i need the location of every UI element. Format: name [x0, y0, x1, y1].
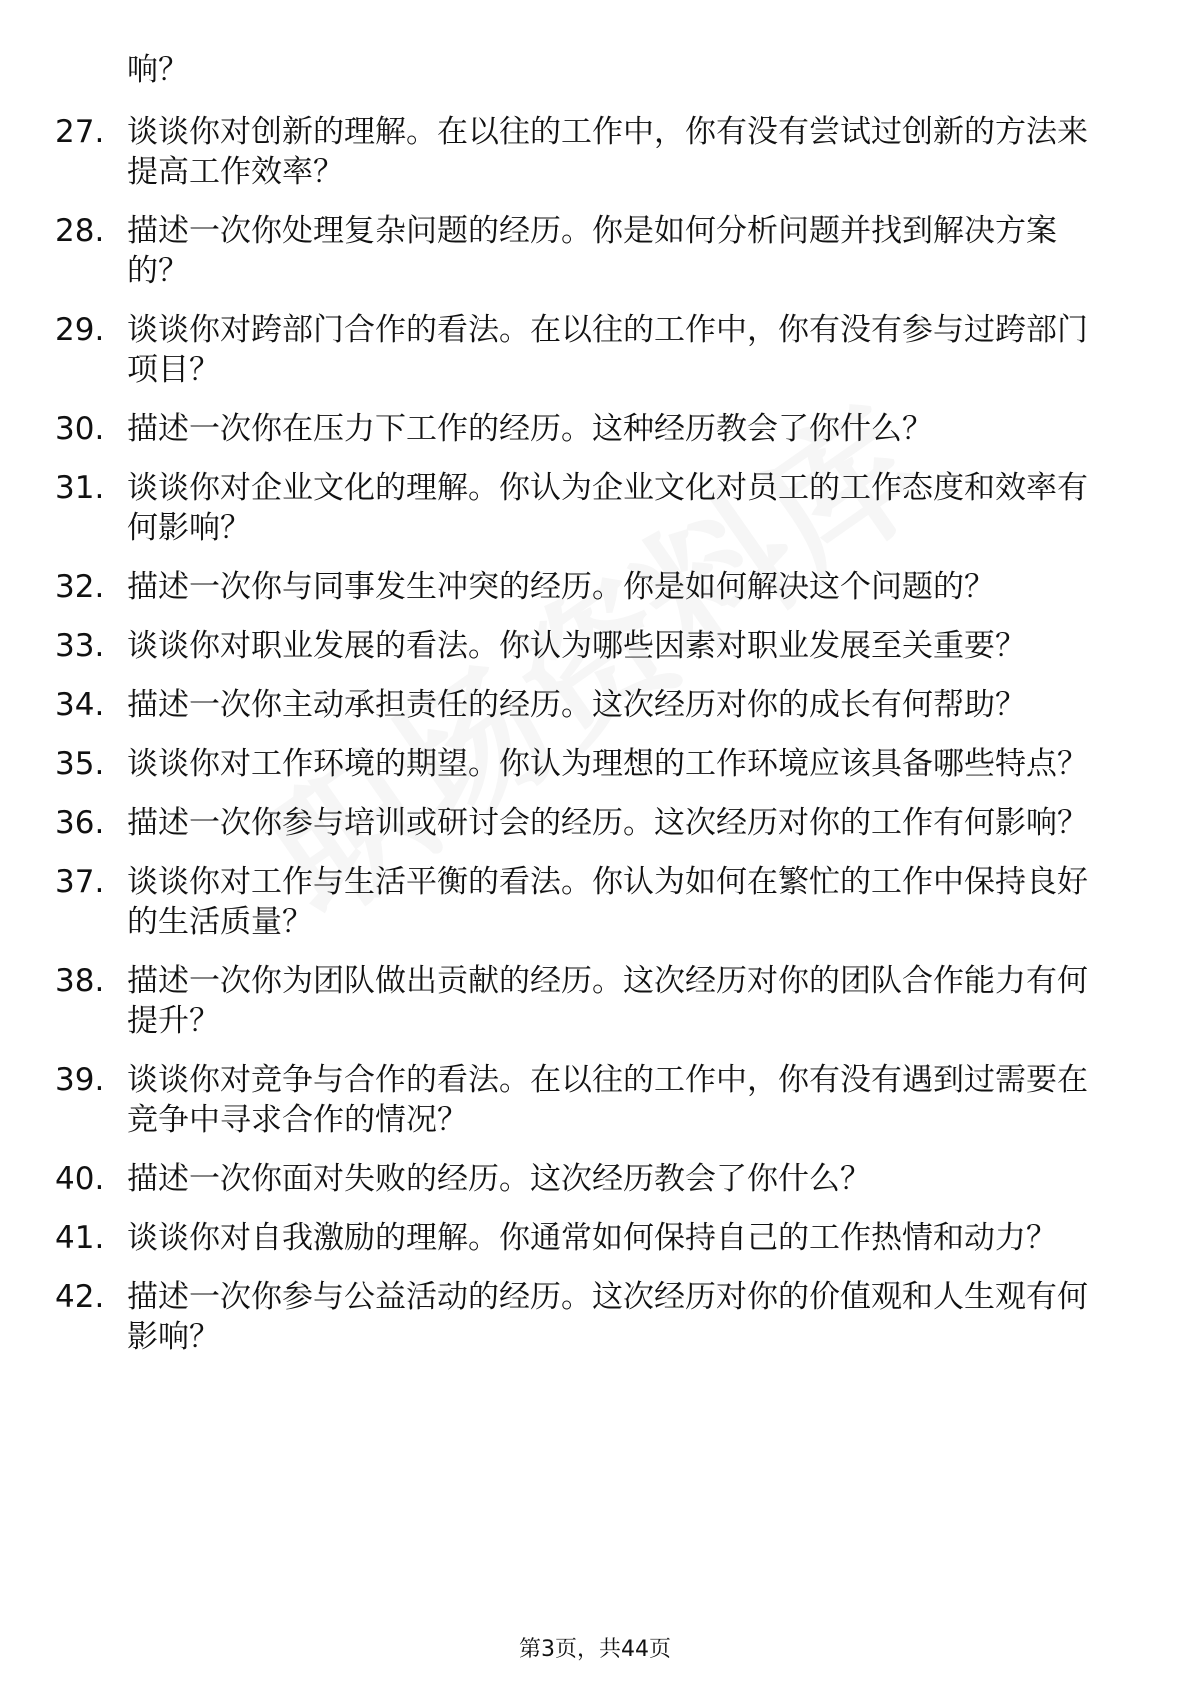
question-number: 40. [55, 1161, 105, 1197]
question-item [55, 468, 1125, 548]
question-item [55, 409, 1125, 449]
question-item [55, 1218, 1125, 1258]
question-text: 描述一次你参与公益活动的经历。这次经历对你的价值观和人生观有何影响？ [127, 1279, 1088, 1355]
question-number: 27. [55, 114, 105, 150]
page-footer: 第3页，共44页 [519, 1637, 671, 1662]
question-number: 41. [55, 1220, 105, 1256]
question-item [55, 961, 1125, 1041]
question-number: 35. [55, 746, 105, 782]
continued-question-text: 响？ [127, 52, 189, 88]
question-number: 42. [55, 1279, 105, 1315]
question-number: 32. [55, 569, 105, 605]
question-text: 描述一次你为团队做出贡献的经历。这次经历对你的团队合作能力有何提升？ [127, 963, 1088, 1039]
question-item [55, 803, 1125, 843]
question-item [55, 626, 1125, 666]
question-text: 描述一次你与同事发生冲突的经历。你是如何解决这个问题的？ [127, 569, 995, 605]
question-number: 30. [55, 411, 105, 447]
question-text: 描述一次你在压力下工作的经历。这种经历教会了你什么？ [127, 411, 933, 447]
question-item [55, 744, 1125, 784]
question-item [55, 310, 1125, 390]
question-text: 谈谈你对竞争与合作的看法。在以往的工作中，你有没有遇到过需要在竞争中寻求合作的情况？ [127, 1062, 1088, 1138]
question-text: 谈谈你对创新的理解。在以往的工作中，你有没有尝试过创新的方法来提高工作效率？ [127, 114, 1088, 190]
question-text: 谈谈你对工作环境的期望。你认为理想的工作环境应该具备哪些特点？ [127, 746, 1088, 782]
question-item [55, 1159, 1125, 1199]
question-text: 描述一次你面对失败的经历。这次经历教会了你什么？ [127, 1161, 871, 1197]
question-item [55, 1277, 1125, 1357]
question-text: 谈谈你对工作与生活平衡的看法。你认为如何在繁忙的工作中保持良好的生活质量？ [127, 864, 1088, 940]
question-text: 谈谈你对跨部门合作的看法。在以往的工作中，你有没有参与过跨部门项目？ [127, 312, 1088, 388]
question-text: 描述一次你处理复杂问题的经历。你是如何分析问题并找到解决方案的？ [127, 213, 1057, 289]
question-text: 描述一次你参与培训或研讨会的经历。这次经历对你的工作有何影响？ [127, 805, 1088, 841]
question-item [55, 567, 1125, 607]
question-number: 29. [55, 312, 105, 348]
question-text: 谈谈你对职业发展的看法。你认为哪些因素对职业发展至关重要？ [127, 628, 1026, 664]
question-number: 38. [55, 963, 105, 999]
question-number: 37. [55, 864, 105, 900]
question-item [55, 685, 1125, 725]
question-item [55, 1060, 1125, 1140]
question-number: 28. [55, 213, 105, 249]
question-text: 描述一次你主动承担责任的经历。这次经历对你的成长有何帮助？ [127, 687, 1026, 723]
question-number: 34. [55, 687, 105, 723]
question-list [55, 112, 1125, 1376]
question-number: 31. [55, 470, 105, 506]
question-number: 33. [55, 628, 105, 664]
question-item [55, 112, 1125, 192]
question-text: 谈谈你对自我激励的理解。你通常如何保持自己的工作热情和动力？ [127, 1220, 1057, 1256]
question-text: 谈谈你对企业文化的理解。你认为企业文化对员工的工作态度和效率有何影响？ [127, 470, 1088, 546]
question-number: 36. [55, 805, 105, 841]
question-number: 39. [55, 1062, 105, 1098]
question-item [55, 862, 1125, 942]
question-item [55, 211, 1125, 291]
